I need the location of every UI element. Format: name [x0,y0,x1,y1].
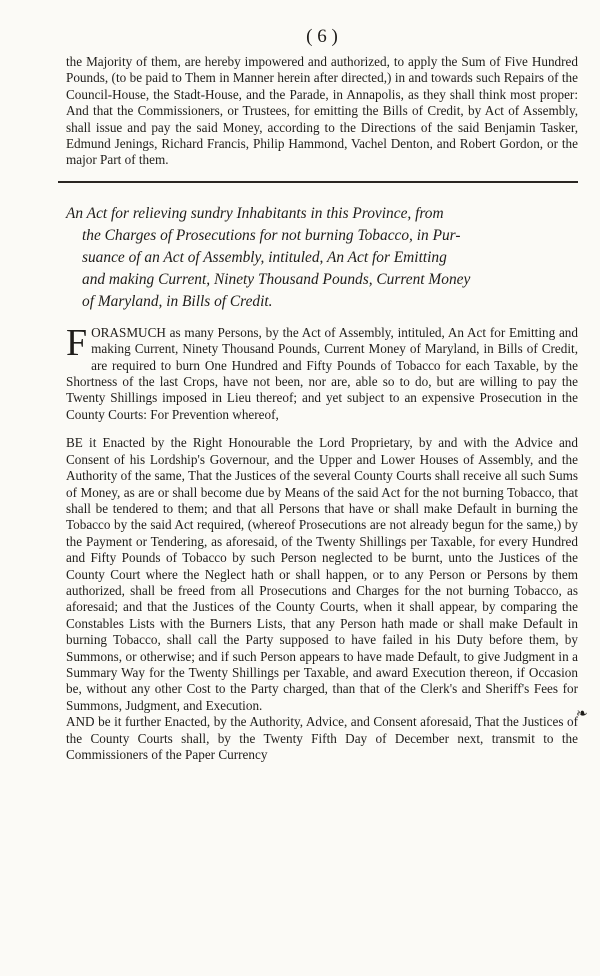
act-title-line: of Maryland, in Bills of Credit. [82,292,273,310]
margin-ornament-icon: ❧ [576,707,588,722]
opening-paragraph: the Majority of them, are hereby impowered and authorized, to apply the Sum of Five Hundred Pounds, (to be paid to Them in Manner herein after directed,) in and towards such Repairs of the Council-House, the Stadt-House, and the Parade, in Annapolis, as they shall think most proper: And that the Commissioners, or Trustees, for emitting the Bills of Credit, by Act of Assembly, shall issue and pay the said Money, according to the Directions of the said Benjamin Tasker, Edmund Jenings, Richard Francis, Philip Hammond, Vachel Denton, and Robert Gordon, or the major Part of them. [66,54,578,168]
act-title-line: An Act for relieving sundry Inhabitants in this Province, from [66,204,444,222]
final-paragraph: AND be it further Enacted, by the Authority, Advice, and Consent aforesaid, That the Justices of the County Courts shall, by the Twenty Fifth Day of December next, transmit to the Commissioners of the Paper Currency [66,714,578,762]
act-title-line: suance of an Act of Assembly, intituled, An Act for Emitting [82,248,447,266]
act-title-line: the Charges of Prosecutions for not burning Tobacco, in Pur- [82,226,461,244]
preamble-paragraph [66,321,578,423]
drop-cap: F [66,321,88,364]
page-number: ( 6 ) [306,26,338,47]
section-divider [58,181,578,183]
preamble-text: ORASMUCH as many Persons, by the Act of Assembly, intituled, An Act for Emitting and making Current, Ninety Thousand Pounds, Current Money of Maryland, in Bills of Credit, are required to burn One Hundred and Fifty Pounds of Tobacco for each Taxable, by the Shortness of the last Crops, have not been, nor are, able so to do, but are willing to pay the Twenty Shillings imposed in Lieu thereof; and yet subject to an expensive Prosecution in the County Courts: For Prevention whereof, [66,324,578,422]
act-title-line: and making Current, Ninety Thousand Pounds, Current Money [82,270,471,288]
enacting-paragraph: BE it Enacted by the Right Honourable the Lord Proprietary, by and with the Advice and Consent of his Lordship's Governour, and the Upper and Lower Houses of Assembly, and the Authority of the same, That the Justices of the several County Courts shall receive all such Sums of Money, as are or shall become due by Means of the said Act for the not burning Tobacco, that shall be tendered to them; and that all Persons that have or shall make Default in burning the Tobacco by the said Act required, (whereof Prosecutions are not already begun for the same,) by the Payment or Tendering, as aforesaid, of the Twenty Shillings per Taxable, for every Hundred and Fifty Pounds of Tobacco by such Person neglected to be burnt, unto the Justices of the County Court where the Neglect hath or shall happen, or to any Person or Persons by them authorized, shall be freed from all Prosecutions and Charges for the not burning Tobacco, as aforesaid; and that the Justices of the County Courts, when it shall appear, by comparing the Constables Lists with the Burners Lists, that any Person hath made or shall make Default in burning Tobacco, shall call the Party supposed to have failed in his Duty before them, by Summons, or otherwise; and if such Person appears to have made Default, to give Judgment in a Summary Way for the Twenty Shillings per Taxable, and award Execution thereon, if Occasion be, without any other Cost to the Party charged, than that of the Clerk's and Sheriff's Fees for Summons, Judgment, and Execution. [66,435,578,713]
act-title [66,203,578,313]
